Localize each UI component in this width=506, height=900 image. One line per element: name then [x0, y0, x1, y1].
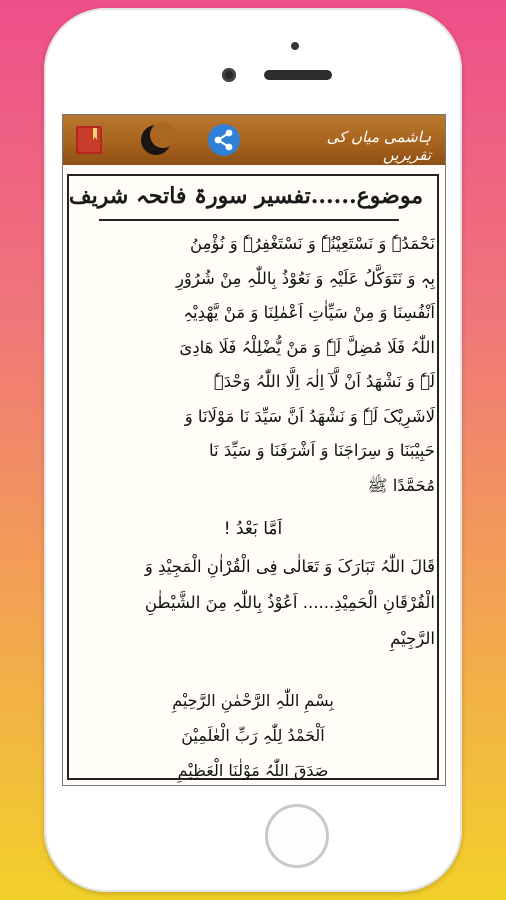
heading-underline — [99, 219, 399, 221]
earpiece-speaker — [264, 70, 332, 80]
body-line: لَاشَرِیْکَ لَہٗ وَ نَشْھَدُ اَنَّ سَیِّدَ نَا مَوْلَانَا وَ — [184, 406, 435, 426]
book-icon[interactable] — [73, 124, 105, 156]
amma-badu: اَمَّا بَعْدُ ! — [223, 519, 283, 539]
moon-icon[interactable] — [137, 122, 177, 158]
closing-line: بِسْمِ اللّٰہِ الرَّحْمٰنِ الرَّحِیْمِ — [172, 691, 334, 710]
khutba-body — [75, 227, 435, 503]
body-line: لَہٗ وَ نَشْھَدُ اَنْ لَّآ اِلٰہَ اِلَّا اللّٰہُ وَحْدَہٗ — [213, 372, 435, 391]
speech-page — [63, 165, 445, 785]
body-line: مُحَمَّدًا ﷺ — [367, 475, 435, 495]
topic-heading: موضوع......تفسیر سورۃ فاتحہ شریف — [68, 183, 423, 209]
body-line: نَحْمَدُہٗ وَ نَسْتَعِیْنُہٗ وَ نَسْتَغْفِرُہٗ وَ نُؤْمِنُ — [190, 234, 435, 253]
quote-line: قَالَ اللّٰہُ تَبَارَکَ وَ تَعَالٰی فِی الْقُرْاٰنِ الْمَجِیْدِ وَ — [144, 557, 435, 576]
sensor-dot — [291, 42, 299, 50]
body-line: اَنْفُسِنَا وَ مِنْ سَیِّاٰتِ اَعْمٰلِنَا وَ مَنْ یَّھْدِیْہِ — [183, 303, 435, 322]
front-camera — [222, 68, 236, 82]
closing-line: اَلْحَمْدُ لِلّٰہِ رَبِّ الْعٰلَمِیْنَ — [181, 726, 325, 745]
closing-verses — [123, 683, 383, 786]
home-button[interactable] — [265, 804, 329, 868]
body-line: بِہٖ وَ نَتَوَکَّلُ عَلَیْہِ وَ نَعُوْذُ بِاللّٰہِ مِنْ شُرُوْرِ — [175, 268, 435, 288]
quran-intro — [75, 549, 435, 657]
app-screen — [62, 114, 446, 786]
quote-line: الرَّجِیْمِ — [390, 629, 435, 648]
closing-line: صَدَقَ اللّٰہُ مَوْلٰنَا الْعَظِیْمِ — [177, 761, 329, 780]
body-line: حَبِیْبَنَا وَ سِرَاجَنَا وَ اَشْرَفَنَا وَ سَیِّدَ نَا — [209, 441, 435, 460]
app-bar — [63, 115, 445, 165]
body-line: اللّٰہُ فَلَا مُضِلَّ لَہٗ وَ مَنْ یُّضْلِلْہُ فَلَا ھَادِیَ — [179, 337, 435, 357]
share-icon[interactable] — [207, 123, 241, 157]
quote-line: الْفُرْقَانِ الْحَمِیْدِ...... اَعُوْذُ بِاللّٰہِ مِنَ الشَّیْطٰنِ — [144, 593, 435, 612]
app-title: ہاشمی میاں کی تقریریں — [326, 128, 431, 164]
